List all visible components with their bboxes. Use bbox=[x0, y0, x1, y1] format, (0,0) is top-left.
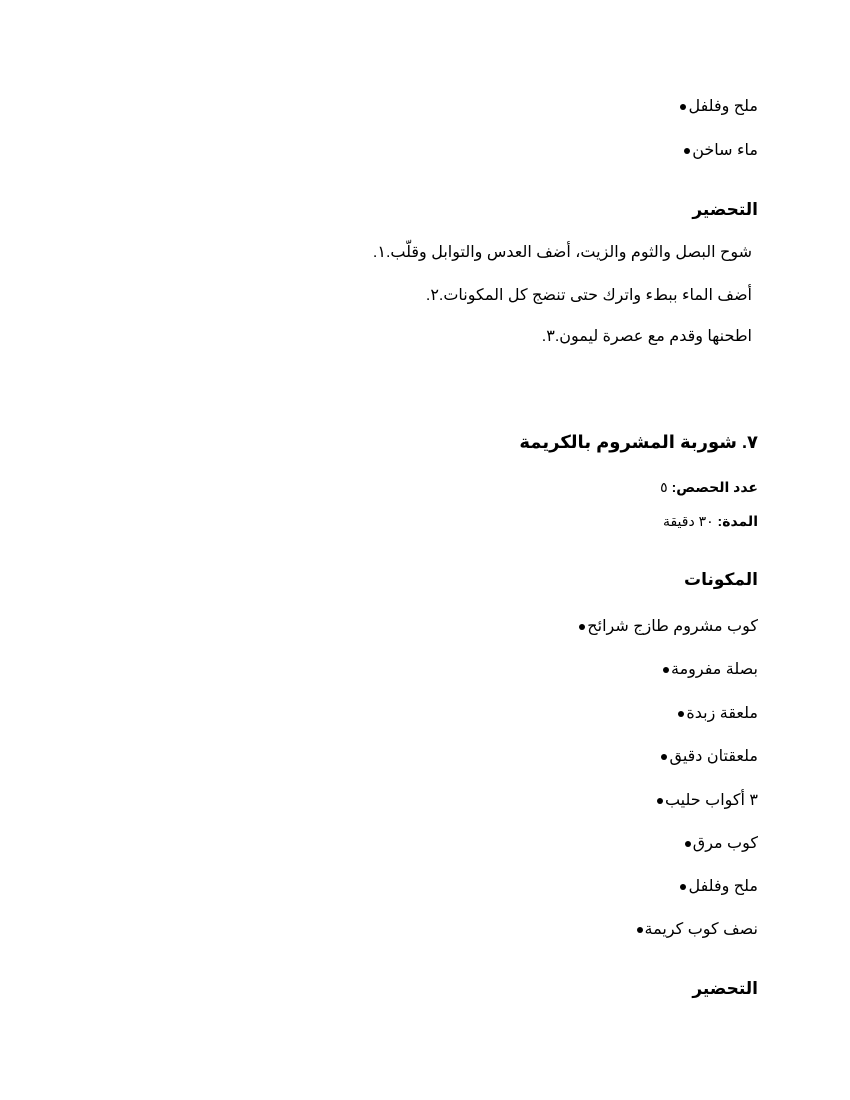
servings-value: ٥ bbox=[660, 479, 668, 495]
step-text: اطحنها وقدم مع عصرة ليمون. bbox=[554, 328, 752, 345]
duration-line bbox=[663, 512, 758, 530]
bullet-icon bbox=[661, 754, 667, 760]
duration-label: المدة: bbox=[717, 513, 758, 529]
ingredient-text: كوب مشروم طازج شرائح bbox=[587, 618, 758, 635]
list-item bbox=[671, 834, 758, 854]
step-number: ١. bbox=[372, 244, 386, 261]
bullet-icon bbox=[663, 667, 669, 673]
ingredient-text: ماء ساخن bbox=[692, 142, 758, 159]
bullet-icon bbox=[678, 711, 684, 717]
bullet-icon bbox=[685, 841, 691, 847]
ingredient-text: ٣ أكواب حليب bbox=[664, 792, 758, 809]
servings-line bbox=[660, 478, 758, 496]
duration-value: ٣٠ دقيقة bbox=[662, 513, 714, 529]
ingredient-text: ملح وفلفل bbox=[688, 878, 758, 895]
preparation-step bbox=[415, 286, 758, 306]
list-item bbox=[643, 791, 758, 811]
bullet-icon bbox=[680, 884, 686, 890]
step-text: شوح البصل والثوم والزيت، أضف العدس والتوابل وقلّب. bbox=[385, 244, 752, 261]
bullet-icon bbox=[637, 927, 643, 933]
preparation-heading: التحضير bbox=[692, 200, 758, 219]
bullet-icon bbox=[579, 624, 585, 630]
ingredient-text: ملح وفلفل bbox=[688, 98, 758, 115]
list-item bbox=[666, 97, 758, 117]
bullet-icon bbox=[680, 104, 686, 110]
list-item bbox=[623, 920, 758, 940]
recipe-title: ٧. شوربة المشروم بالكريمة bbox=[519, 432, 758, 452]
ingredients-heading: المكونات bbox=[683, 570, 758, 589]
bullet-icon bbox=[684, 148, 690, 154]
bullet-icon bbox=[657, 798, 663, 804]
list-item bbox=[670, 141, 758, 161]
list-item bbox=[565, 617, 758, 637]
preparation-step bbox=[362, 243, 758, 263]
step-number: ٣. bbox=[541, 328, 555, 345]
list-item bbox=[664, 704, 758, 724]
step-text: أضف الماء ببطء واترك حتى تنضج كل المكونات. bbox=[438, 287, 752, 304]
ingredient-text: ملعقتان دقيق bbox=[669, 748, 758, 765]
servings-label: عدد الحصص: bbox=[671, 479, 758, 495]
list-item bbox=[647, 747, 758, 767]
ingredient-text: كوب مرق bbox=[692, 835, 758, 852]
ingredient-text: نصف كوب كريمة bbox=[644, 921, 758, 938]
ingredient-text: بصلة مفرومة bbox=[670, 661, 758, 678]
preparation-step bbox=[531, 327, 758, 347]
preparation-heading: التحضير bbox=[692, 979, 758, 998]
step-number: ٢. bbox=[425, 287, 439, 304]
ingredient-text: ملعقة زبدة bbox=[686, 705, 758, 722]
list-item bbox=[666, 877, 758, 897]
list-item bbox=[649, 660, 758, 680]
